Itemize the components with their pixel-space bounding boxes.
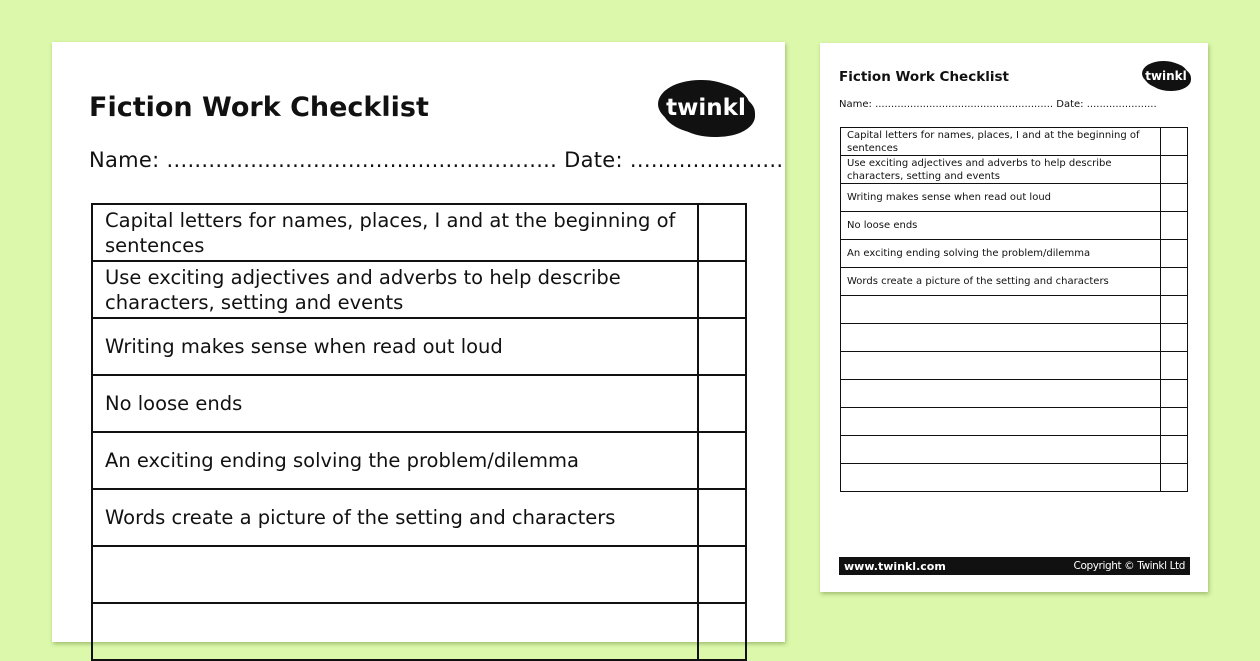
checklist-tick-box[interactable]	[1161, 212, 1188, 240]
checklist-tick-box[interactable]	[1161, 268, 1188, 296]
checklist-row	[92, 261, 746, 318]
checklist-row	[92, 603, 746, 660]
checklist-row	[841, 128, 1188, 156]
checklist-item-text: Capital letters for names, places, I and at the beginning of sentences	[92, 204, 698, 261]
checklist-tick-box[interactable]	[1161, 408, 1188, 436]
name-date-line	[839, 99, 1157, 110]
checklist-tick-box[interactable]	[1161, 324, 1188, 352]
checklist-row	[841, 296, 1188, 324]
checklist-item-text	[841, 408, 1161, 436]
checklist-tick-box[interactable]	[698, 489, 746, 546]
checklist-row	[841, 408, 1188, 436]
footer-bar	[839, 557, 1190, 575]
checklist-row	[92, 375, 746, 432]
checklist-tick-box[interactable]	[698, 204, 746, 261]
checklist-item-text	[841, 352, 1161, 380]
checklist-item-text: No loose ends	[841, 212, 1161, 240]
worksheet-title: Fiction Work Checklist	[89, 92, 429, 123]
checklist-item-text: No loose ends	[92, 375, 698, 432]
date-label: Date:	[1056, 99, 1084, 110]
name-date-line	[89, 148, 783, 172]
checklist-table	[91, 203, 747, 661]
checklist-tick-box[interactable]	[698, 261, 746, 318]
date-label: Date:	[564, 148, 623, 172]
checklist-item-text	[841, 436, 1161, 464]
checklist-row	[92, 204, 746, 261]
checklist-tick-box[interactable]	[1161, 184, 1188, 212]
checklist-row	[92, 318, 746, 375]
checklist-row	[92, 489, 746, 546]
checklist-tick-box[interactable]	[1161, 436, 1188, 464]
footer-url: www.twinkl.com	[844, 559, 946, 573]
checklist-row	[841, 156, 1188, 184]
checklist-item-text: Use exciting adjectives and adverbs to help describe characters, setting and events	[841, 156, 1161, 184]
checklist-row	[92, 546, 746, 603]
checklist-tick-box[interactable]	[1161, 156, 1188, 184]
checklist-item-text	[841, 324, 1161, 352]
checklist-row	[92, 432, 746, 489]
worksheet-title: Fiction Work Checklist	[839, 69, 1009, 85]
checklist-item-text: Writing makes sense when read out loud	[92, 318, 698, 375]
checklist-row	[841, 268, 1188, 296]
name-dots: ........................................................	[166, 148, 558, 172]
checklist-item-text	[92, 546, 698, 603]
date-dots: ......................	[1086, 99, 1157, 110]
checklist-item-text	[841, 464, 1161, 492]
checklist-item-text: Writing makes sense when read out loud	[841, 184, 1161, 212]
checklist-tick-box[interactable]	[1161, 352, 1188, 380]
checklist-item-text: Capital letters for names, places, I and at the beginning of sentences	[841, 128, 1161, 156]
checklist-item-text: An exciting ending solving the problem/dilemma	[92, 432, 698, 489]
twinkl-logo: twinkl	[662, 82, 750, 134]
worksheet-full-preview	[820, 43, 1208, 592]
checklist-row	[841, 352, 1188, 380]
checklist-tick-box[interactable]	[698, 318, 746, 375]
checklist-tick-box[interactable]	[1161, 128, 1188, 156]
checklist-tick-box[interactable]	[1161, 240, 1188, 268]
footer-copyright: Copyright © Twinkl Ltd	[1073, 560, 1185, 572]
worksheet-zoomed-preview	[52, 42, 785, 642]
checklist-item-text	[841, 380, 1161, 408]
twinkl-logo: twinkl	[1144, 62, 1188, 89]
checklist-tick-box[interactable]	[698, 546, 746, 603]
checklist-item-text	[841, 296, 1161, 324]
checklist-tick-box[interactable]	[698, 375, 746, 432]
checklist-row	[841, 464, 1188, 492]
checklist-tick-box[interactable]	[698, 603, 746, 660]
date-dots: ......................	[629, 148, 784, 172]
checklist-row	[841, 240, 1188, 268]
checklist-item-text: Use exciting adjectives and adverbs to help describe characters, setting and events	[92, 261, 698, 318]
checklist-row	[841, 212, 1188, 240]
name-label: Name:	[839, 99, 872, 110]
checklist-tick-box[interactable]	[1161, 296, 1188, 324]
checklist-row	[841, 324, 1188, 352]
checklist-item-text: An exciting ending solving the problem/dilemma	[841, 240, 1161, 268]
checklist-item-text	[92, 603, 698, 660]
name-label: Name:	[89, 148, 160, 172]
checklist-item-text: Words create a picture of the setting and characters	[92, 489, 698, 546]
checklist-item-text: Words create a picture of the setting and characters	[841, 268, 1161, 296]
checklist-row	[841, 380, 1188, 408]
checklist-tick-box[interactable]	[698, 432, 746, 489]
checklist-table	[840, 127, 1188, 492]
checklist-row	[841, 436, 1188, 464]
name-dots: ........................................................	[875, 99, 1054, 110]
checklist-tick-box[interactable]	[1161, 380, 1188, 408]
checklist-tick-box[interactable]	[1161, 464, 1188, 492]
checklist-row	[841, 184, 1188, 212]
